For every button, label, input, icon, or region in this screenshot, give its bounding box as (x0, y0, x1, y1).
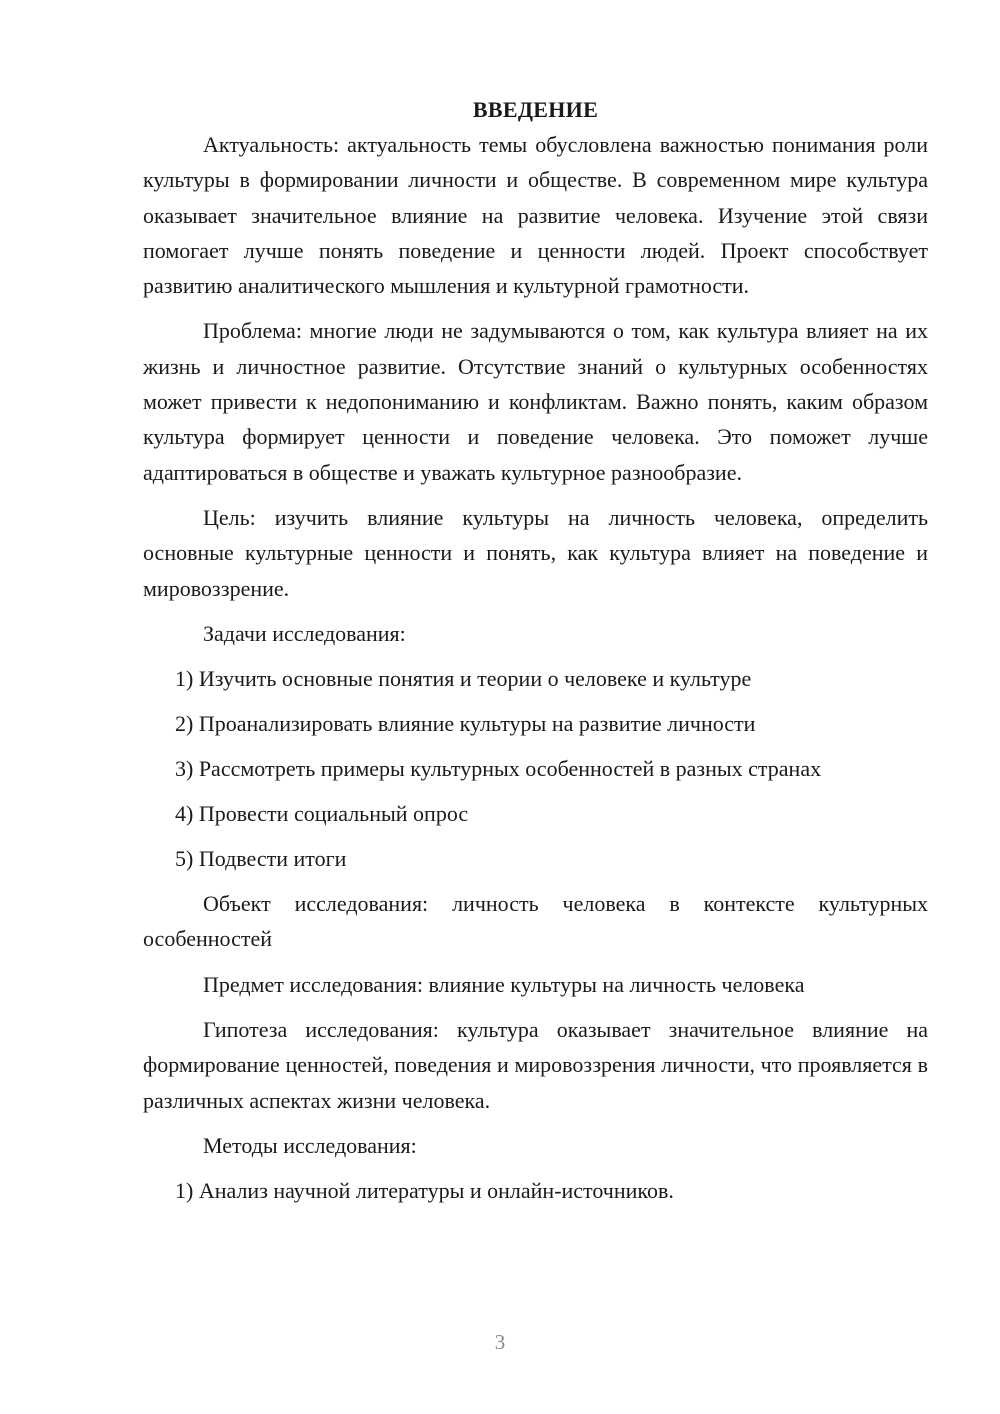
paragraph-relevance: Актуальность: актуальность темы обусловлена важностью понимания роли культуры в формировании личности и обществе. В современном мире культура оказывает значительное влияние на развитие человека. Изучение этой связи помогает лучше понять поведение и ценности людей. Проект способствует развитию аналитического мышления и культурной грамотности. (143, 132, 928, 299)
task-item: 3) Рассмотреть примеры культурных особенностей в разных странах (175, 756, 822, 782)
task-item: 1) Изучить основные понятия и теории о человеке и культуре (175, 666, 752, 692)
page-title: ВВЕДЕНИЕ (472, 97, 599, 122)
page-number: 3 (494, 1330, 506, 1354)
paragraph-problem: Проблема: многие люди не задумываются о том, как культура влияет на их жизнь и личностное развитие. Отсутствие знаний о культурных особенностях может привести к недопониманию и конфликтам. Важно понять, каким образом культура формирует ценности и поведение человека. Это поможет лучше адаптироваться в обществе и уважать культурное разнообразие. (143, 318, 928, 485)
task-item: 2) Проанализировать влияние культуры на развитие личности (175, 711, 756, 737)
methods-heading: Методы исследования: (203, 1132, 417, 1158)
task-item: 4) Провести социальный опрос (175, 801, 469, 827)
paragraph-hypothesis: Гипотеза исследования: культура оказывает значительное влияние на формирование ценностей, поведения и мировоззрения личности, что проявляется в различных аспектах жизни человека. (143, 1017, 928, 1113)
task-item: 5) Подвести итоги (175, 846, 347, 872)
tasks-heading: Задачи исследования: (203, 620, 406, 646)
paragraph-subject: Предмет исследования: влияние культуры на личность человека (203, 971, 805, 997)
paragraph-goal: Цель: изучить влияние культуры на личность человека, определить основные культурные ценности и понять, как культура влияет на поведение и мировоззрение. (143, 504, 928, 601)
document-page (143, 92, 928, 1218)
paragraph-object: Объект исследования: личность человека в контексте культурных особенностей (143, 891, 928, 952)
method-item: 1) Анализ научной литературы и онлайн-источников. (175, 1178, 674, 1204)
